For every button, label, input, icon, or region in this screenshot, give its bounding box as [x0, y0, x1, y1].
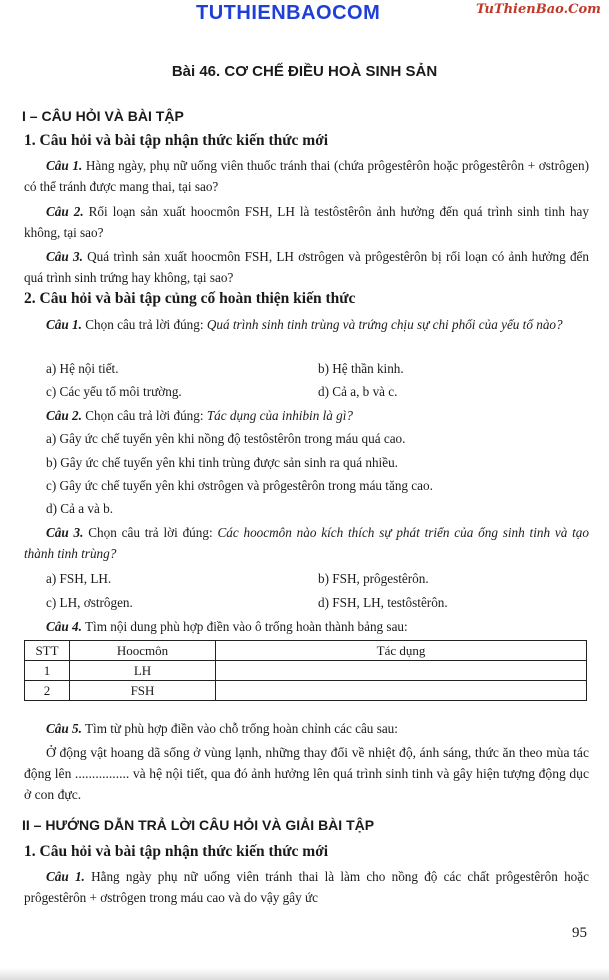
answer-text: Hằng ngày phụ nữ uống viên tránh thai là làm cho nồng độ các chất prôgestêrôn hoặc prôgestêrôn + ơstrôgen trong máu cao và do vậy gây ức	[24, 869, 589, 905]
fill-in-paragraph: Ở động vật hoang dã sống ở vùng lạnh, những thay đổi về nhiệt độ, ánh sáng, thức ăn theo mùa tác động lên ................ và hệ nội tiết, qua đó ảnh hưởng lên quá trình sinh tinh và gây hiện tượng động dục ở con đực.	[24, 745, 589, 802]
option-d: d) Cả a, b và c.	[318, 384, 398, 399]
option-d: d) Cả a và b.	[46, 501, 114, 516]
answer-1	[24, 866, 589, 908]
page-number: 95	[572, 925, 587, 941]
question-1	[24, 155, 589, 197]
exercise-4	[24, 616, 589, 637]
hormone-table	[24, 640, 587, 701]
question-label: Câu 2.	[46, 204, 84, 219]
question-text: Tác dụng của inhibin là gì?	[206, 408, 354, 423]
table-header-row	[25, 641, 587, 661]
table-header-cell: Tác dụng	[216, 641, 587, 661]
question-text: Tìm từ phù hợp điền vào chỗ trống hoàn chỉnh các câu sau:	[84, 721, 398, 736]
table-row	[25, 681, 587, 701]
question-text: Các hoocmôn nào kích thích sự phát triển của ống sinh tinh và tạo thành tinh trùng?	[24, 525, 589, 561]
answer-label: Câu 1.	[46, 869, 85, 884]
question-label: Câu 1.	[46, 317, 82, 332]
question-prefix: Chọn câu trả lời đúng:	[88, 525, 213, 540]
table-cell: LH	[70, 661, 216, 681]
option-b: b) Gây ức chế tuyến yên khi tinh trùng được sản sinh ra quá nhiều.	[46, 455, 398, 470]
question-prefix: Chọn câu trả lời đúng:	[85, 408, 204, 423]
question-2	[24, 201, 589, 243]
brand-logo: TuThienBao.Com	[476, 2, 601, 17]
table-cell: 1	[25, 661, 70, 681]
question-text: Quá trình sản xuất hoocmôn FSH, LH ơstrôgen và prôgestêrôn bị rối loạn có ảnh hưởng đến quá trình sinh trứng hay không, tại sao?	[24, 249, 590, 285]
section-heading-1: I – CÂU HỎI VÀ BÀI TẬP	[22, 108, 184, 124]
exercise-2	[24, 405, 589, 426]
option-a: a) FSH, LH.	[46, 571, 112, 586]
table-cell: FSH	[70, 681, 216, 701]
exercise-3	[24, 522, 589, 564]
subsection-title-3: 1. Câu hỏi và bài tập nhận thức kiến thức mới	[24, 843, 329, 860]
option-c: c) LH, ơstrôgen.	[46, 595, 133, 610]
table-cell	[216, 681, 587, 701]
table-row	[25, 661, 587, 681]
question-label: Câu 4.	[46, 619, 82, 634]
site-watermark: TUTHIENBAOCOM	[196, 2, 381, 24]
exercise-1	[24, 314, 589, 335]
question-label: Câu 2.	[46, 408, 82, 423]
option-a: a) Hệ nội tiết.	[46, 361, 119, 376]
question-label: Câu 3.	[46, 249, 83, 264]
table-header-cell: Hoocmôn	[70, 641, 216, 661]
question-3	[24, 246, 589, 288]
table-cell: 2	[25, 681, 70, 701]
question-label: Câu 1.	[46, 158, 83, 173]
exercise-5	[24, 718, 589, 739]
table-header-cell: STT	[25, 641, 70, 661]
lesson-title: Bài 46. CƠ CHẾ ĐIỀU HOÀ SINH SẢN	[171, 63, 438, 80]
page-edge-shadow	[0, 968, 609, 980]
question-text: Tìm nội dung phù hợp điền vào ô trống hoàn thành bảng sau:	[84, 619, 408, 634]
option-c: c) Các yếu tố môi trường.	[46, 384, 182, 399]
question-prefix: Chọn câu trả lời đúng:	[85, 317, 204, 332]
question-label: Câu 5.	[46, 721, 82, 736]
question-text: Hàng ngày, phụ nữ uống viên thuốc tránh thai (chứa prôgestêrôn hoặc prôgestêrôn + ơstrôgen) có thể tránh được mang thai, tại sao?	[24, 158, 589, 194]
question-label: Câu 3.	[46, 525, 84, 540]
option-b: b) Hệ thần kinh.	[318, 361, 404, 376]
option-c: c) Gây ức chế tuyến yên khi ơstrôgen và prôgestêrôn trong máu tăng cao.	[46, 478, 433, 493]
option-b: b) FSH, prôgestêrôn.	[318, 571, 429, 586]
subsection-title-1: 1. Câu hỏi và bài tập nhận thức kiến thức mới	[24, 132, 329, 149]
section-heading-2: II – HƯỚNG DẪN TRẢ LỜI CÂU HỎI VÀ GIẢI BÀI TẬP	[22, 817, 375, 833]
question-text: Quá trình sinh tinh trùng và trứng chịu sự chi phối của yếu tố nào?	[206, 317, 563, 332]
option-a: a) Gây ức chế tuyến yên khi nồng độ testôstêrôn trong máu quá cao.	[46, 431, 406, 446]
option-d: d) FSH, LH, testôstêrôn.	[318, 595, 448, 610]
subsection-title-2: 2. Câu hỏi và bài tập củng cố hoàn thiện kiến thức	[24, 290, 356, 307]
table-cell	[216, 661, 587, 681]
question-text: Rối loạn sản xuất hoocmôn FSH, LH là testôstêrôn ảnh hưởng đến quá trình sinh tinh hay không, tại sao?	[24, 204, 589, 240]
